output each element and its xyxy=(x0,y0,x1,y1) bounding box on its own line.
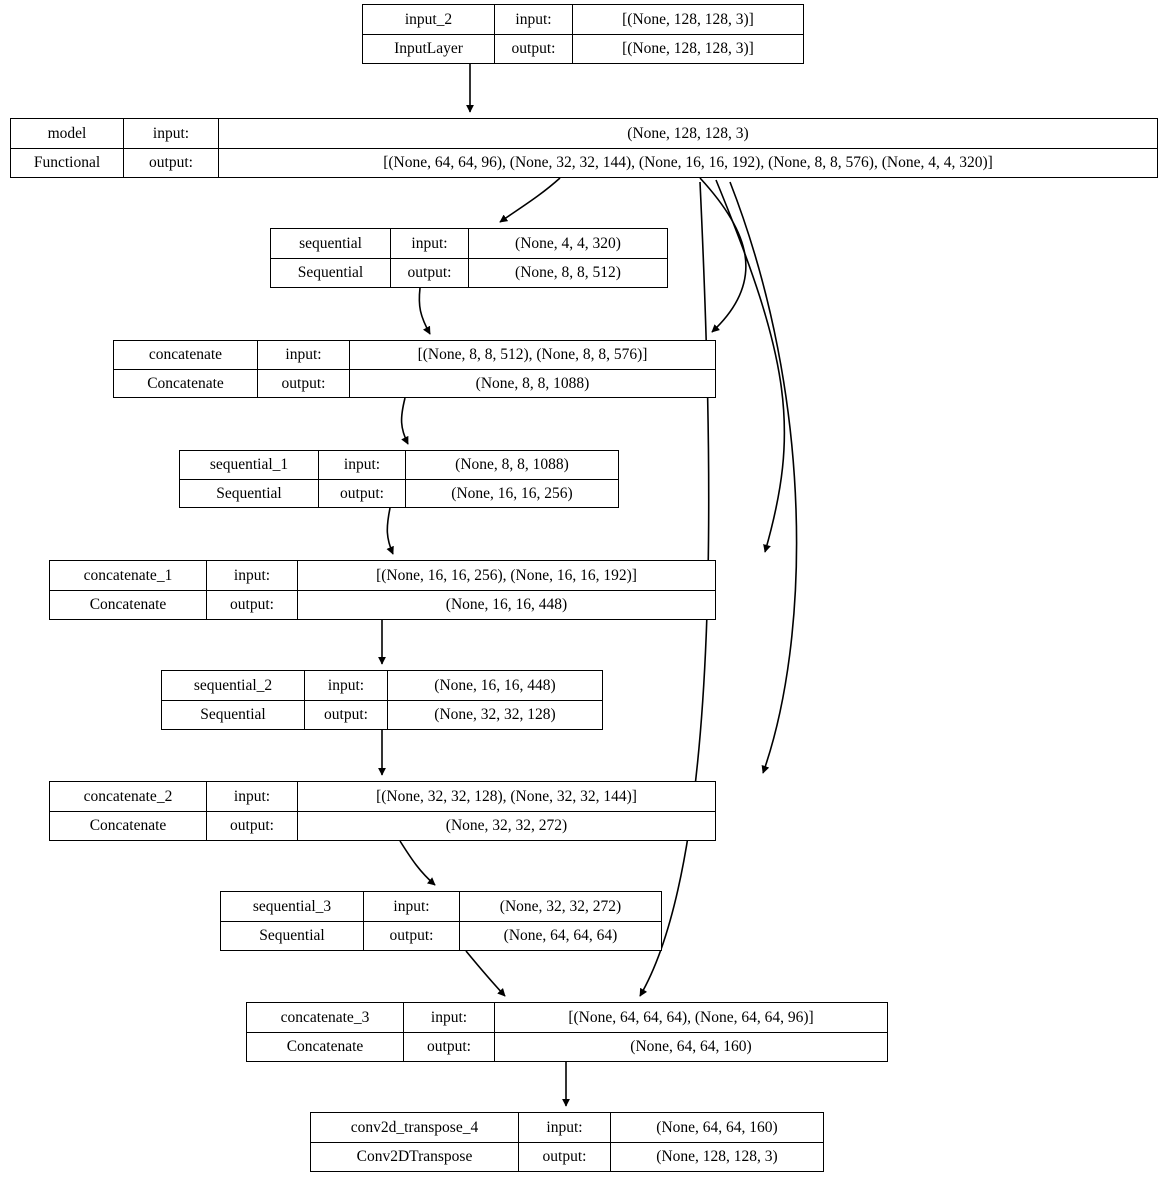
node-input-row xyxy=(363,5,803,35)
node-output-row xyxy=(363,35,803,64)
node-input-label: input: xyxy=(404,1003,495,1032)
node-input-label: input: xyxy=(519,1113,611,1142)
node-input_2[interactable] xyxy=(362,4,804,64)
node-output-shape: (None, 16, 16, 256) xyxy=(451,484,573,502)
edge-sequential1-concatenate1 xyxy=(387,508,393,554)
node-input-row xyxy=(11,119,1157,149)
edge-model-concatenate xyxy=(700,178,746,332)
node-input-shape: [(None, 8, 8, 512), (None, 8, 8, 576)] xyxy=(417,346,648,363)
node-input-label: input: xyxy=(319,451,406,479)
node-input-label: input: xyxy=(207,782,298,811)
edge-model-sequential xyxy=(500,178,560,222)
node-layer-name: concatenate_1 xyxy=(50,561,207,590)
node-layer-class: Sequential xyxy=(162,701,305,730)
node-output-row xyxy=(311,1143,823,1172)
node-output-row xyxy=(271,259,667,288)
node-concatenate_2[interactable] xyxy=(49,781,716,841)
node-output-label: output: xyxy=(258,370,350,398)
node-input-label: input: xyxy=(258,341,350,369)
node-output-shape: (None, 64, 64, 64) xyxy=(503,927,618,944)
node-output-label: output: xyxy=(519,1143,611,1172)
edge-model-concatenate2 xyxy=(730,182,797,773)
node-layer-class: Concatenate xyxy=(50,812,207,841)
node-input-label: input: xyxy=(305,671,388,700)
node-output-label: output: xyxy=(391,259,469,288)
node-layer-name: sequential xyxy=(271,229,391,258)
node-layer-name: concatenate_3 xyxy=(247,1003,404,1032)
node-output-shape: (None, 128, 128, 3) xyxy=(656,1148,778,1165)
node-layer-name: input_2 xyxy=(363,5,495,34)
node-input-shape: [(None, 128, 128, 3)] xyxy=(622,10,754,28)
node-layer-name: sequential_3 xyxy=(221,892,364,921)
node-output-shape: (None, 64, 64, 160) xyxy=(630,1038,752,1055)
node-input-shape: (None, 128, 128, 3) xyxy=(627,124,749,142)
node-layer-class: Conv2DTranspose xyxy=(311,1143,519,1172)
edge-concatenate2-sequential3 xyxy=(400,841,435,885)
node-input-shape: (None, 4, 4, 320) xyxy=(515,234,621,252)
node-conv2d_transpose_4[interactable] xyxy=(310,1112,824,1172)
node-sequential_2[interactable] xyxy=(161,670,603,730)
node-layer-name: sequential_2 xyxy=(162,671,305,700)
node-sequential[interactable] xyxy=(270,228,668,288)
node-output-shape: [(None, 128, 128, 3)] xyxy=(622,40,754,57)
node-output-row xyxy=(50,591,715,620)
node-output-shape: [(None, 64, 64, 96), (None, 32, 32, 144), (None, 16, 16, 192), (None, 8, 8, 576), (None, 4, 4, 320)] xyxy=(383,154,993,171)
node-sequential_1[interactable] xyxy=(179,450,619,508)
node-layer-class: Sequential xyxy=(221,922,364,951)
node-concatenate_1[interactable] xyxy=(49,560,716,620)
node-input-label: input: xyxy=(207,561,298,590)
node-output-label: output: xyxy=(364,922,460,951)
node-output-label: output: xyxy=(124,149,219,178)
node-output-label: output: xyxy=(207,591,298,620)
node-output-row xyxy=(114,370,715,398)
node-concatenate_3[interactable] xyxy=(246,1002,888,1062)
node-input-label: input: xyxy=(495,5,573,34)
node-layer-name: concatenate_2 xyxy=(50,782,207,811)
node-input-row xyxy=(50,782,715,812)
node-input-row xyxy=(114,341,715,370)
node-output-label: output: xyxy=(404,1033,495,1062)
node-sequential_3[interactable] xyxy=(220,891,662,951)
node-output-shape: (None, 32, 32, 128) xyxy=(434,706,556,723)
node-input-shape: (None, 8, 8, 1088) xyxy=(455,456,569,473)
node-input-row xyxy=(162,671,602,701)
node-input-label: input: xyxy=(364,892,460,921)
node-input-shape: (None, 64, 64, 160) xyxy=(656,1118,778,1136)
node-output-label: output: xyxy=(305,701,388,730)
node-output-row xyxy=(247,1033,887,1062)
node-input-shape: [(None, 64, 64, 64), (None, 64, 64, 96)] xyxy=(568,1008,814,1026)
node-input-row xyxy=(180,451,618,480)
node-input-row xyxy=(50,561,715,591)
node-output-row xyxy=(180,480,618,508)
node-output-label: output: xyxy=(319,480,406,508)
node-output-row xyxy=(50,812,715,841)
node-layer-class: InputLayer xyxy=(363,35,495,64)
edge-model-concatenate1 xyxy=(716,180,784,552)
node-input-row xyxy=(247,1003,887,1033)
node-input-label: input: xyxy=(391,229,469,258)
node-input-row xyxy=(221,892,661,922)
node-layer-name: sequential_1 xyxy=(180,451,319,479)
node-layer-class: Sequential xyxy=(180,480,319,508)
node-output-label: output: xyxy=(495,35,573,64)
node-input-row xyxy=(311,1113,823,1143)
node-output-shape: (None, 8, 8, 512) xyxy=(515,264,621,281)
node-layer-class: Concatenate xyxy=(50,591,207,620)
node-output-shape: (None, 32, 32, 272) xyxy=(445,817,568,834)
edge-sequential3-concatenate3 xyxy=(466,951,505,996)
node-output-label: output: xyxy=(207,812,298,841)
node-input-row xyxy=(271,229,667,259)
node-input-shape: [(None, 32, 32, 128), (None, 32, 32, 144)] xyxy=(376,787,637,805)
node-layer-class: Functional xyxy=(11,149,124,178)
node-layer-class: Concatenate xyxy=(247,1033,404,1062)
node-input-label: input: xyxy=(124,119,219,148)
node-output-row xyxy=(162,701,602,730)
node-input-shape: [(None, 16, 16, 256), (None, 16, 16, 192)] xyxy=(376,566,637,584)
node-output-shape: (None, 8, 8, 1088) xyxy=(475,374,590,392)
node-output-row xyxy=(11,149,1157,178)
node-output-row xyxy=(221,922,661,951)
edge-sequential-concatenate xyxy=(419,288,430,334)
node-layer-class: Concatenate xyxy=(114,370,258,398)
node-layer-name: concatenate xyxy=(114,341,258,369)
node-model[interactable] xyxy=(10,118,1158,178)
node-input-shape: (None, 16, 16, 448) xyxy=(434,676,556,694)
node-layer-name: model xyxy=(11,119,124,148)
node-output-shape: (None, 16, 16, 448) xyxy=(445,596,568,613)
node-input-shape: (None, 32, 32, 272) xyxy=(499,897,622,915)
node-concatenate[interactable] xyxy=(113,340,716,398)
node-layer-name: conv2d_transpose_4 xyxy=(311,1113,519,1142)
edge-concatenate-sequential1 xyxy=(402,398,408,444)
node-layer-class: Sequential xyxy=(271,259,391,288)
